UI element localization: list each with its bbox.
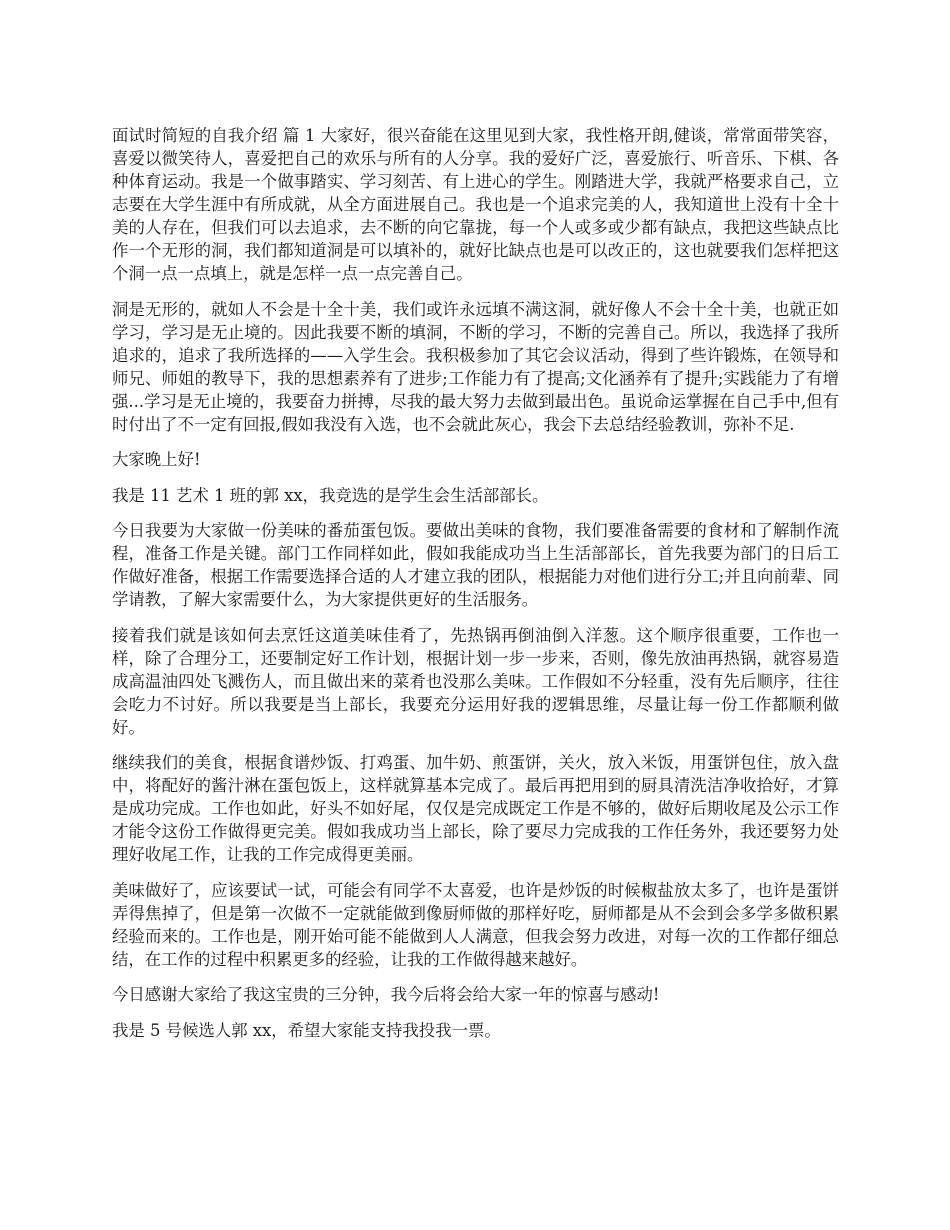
paragraph-hole-metaphor: 洞是无形的，就如人不会是十全十美，我们或许永远填不满这洞，就好像人不会十全十美，也就正如学习，学习是无止境的。因此我要不断的填洞，不断的学习，不断的完善自己。所以，我选择了我所追求的，追求了我所选择的——入学生会。我积极参加了其它会议活动，得到了些许锻炼，在领导和师兄、师姐的教导下，我的思想素养有了进步;工作能力有了提高;文化涵养有了提升;实践能力了有增强...学习是无止境的，我要奋力拼搏，尽我的最大努力去做到最出色。虽说命运掌握在自己手中,但有时付出了不一定有回报,假如我没有入选，也不会就此灰心，我会下去总结经验教训，弥补不足.	[112, 299, 839, 434]
paragraph-finishing: 继续我们的美食，根据食谱炒饭、打鸡蛋、加牛奶、煎蛋饼，关火，放入米饭，用蛋饼包住，放入盘中，将配好的酱汁淋在蛋包饭上，这样就算基本完成了。最后再把用到的厨具清洗洁净收拾好，才算是成功完成。工作也如此，好头不如好尾，仅仅是完成既定工作是不够的，做好后期收尾及公示工作才能令这份工作做得更完美。假如我成功当上部长，除了要尽力完成我的工作任务外，我还要努力处理好收尾工作，让我的工作完成得更美丽。	[112, 753, 839, 864]
paragraph-cooking-order: 接着我们就是该如何去烹饪这道美味佳肴了，先热锅再倒油倒入洋葱。这个顺序很重要，工作也一样，除了合理分工，还要制定好工作计划，根据计划一步一步来，否则，像先放油再热锅，就容易造成高温油四处飞溅伤人，而且做出来的菜肴也没那么美味。工作假如不分轻重，没有先后顺序，往往会吃力不讨好。所以我要是当上部长，我要充分运用好我的逻辑思维，尽量让每一份工作都顺利做好。	[112, 625, 839, 737]
paragraph-preparation: 今日我要为大家做一份美味的番茄蛋包饭。要做出美味的食物，我们要准备需要的食材和了解制作流程，准备工作是关键。部门工作同样如此，假如我能成功当上生活部部长，首先我要为部门的日后工作做好准备，根据工作需要选择合适的人才建立我的团队，根据能力对他们进行分工;并且向前辈、同学请教，了解大家需要什么，为大家提供更好的生活服务。	[112, 521, 839, 609]
paragraph-greeting: 大家晚上好!	[112, 450, 201, 469]
paragraph-vote-request: 我是 5 号候选人郭 xx，希望大家能支持我投我一票。	[112, 1020, 501, 1040]
paragraph-tasting: 美味做好了，应该要试一试，可能会有同学不太喜爱，也许是炒饭的时候椒盐放太多了，也许是蛋饼弄得焦掉了，但是第一次做不一定就能做到像厨师做的那样好吃，厨师都是从不会到会多学多做积累经验而来的。工作也是，刚开始可能不能做到人人满意，但我会努力改进，对每一次的工作都仔细总结，在工作的过程中积累更多的经验，让我的工作做得越来越好。	[112, 880, 839, 969]
paragraph-thanks: 今日感谢大家给了我这宝贵的三分钟，我今后将会给大家一年的惊喜与感动!	[112, 985, 660, 1004]
paragraph-candidate-intro: 我是 11 艺术 1 班的郭 xx，我竞选的是学生会生活部部长。	[112, 485, 549, 505]
paragraph-self-intro: 面试时简短的自我介绍 篇 1 大家好，很兴奋能在这里见到大家，我性格开朗,健谈，常常面带笑容，喜爱以微笑待人，喜爱把自己的欢乐与所有的人分享。我的爱好广泛，喜爱旅行、听音乐、下棋、各种体育运动。我是一个做事踏实、学习刻苦、有上进心的学生。刚踏进大学，我就严格要求自己，立志要在大学生涯中有所成就，从全方面进展自己。我也是一个追求完美的人，我知道世上没有十全十美的人存在，但我们可以去追求，去不断的向它靠拢，每一个人或多或少都有缺点，我把这些缺点比作一个无形的洞，我们都知道洞是可以填补的，就好比缺点也是可以改正的，这也就要我们怎样把这个洞一点一点填上，就是怎样一点一点完善自己。	[112, 126, 839, 283]
document-body	[112, 124, 839, 1054]
